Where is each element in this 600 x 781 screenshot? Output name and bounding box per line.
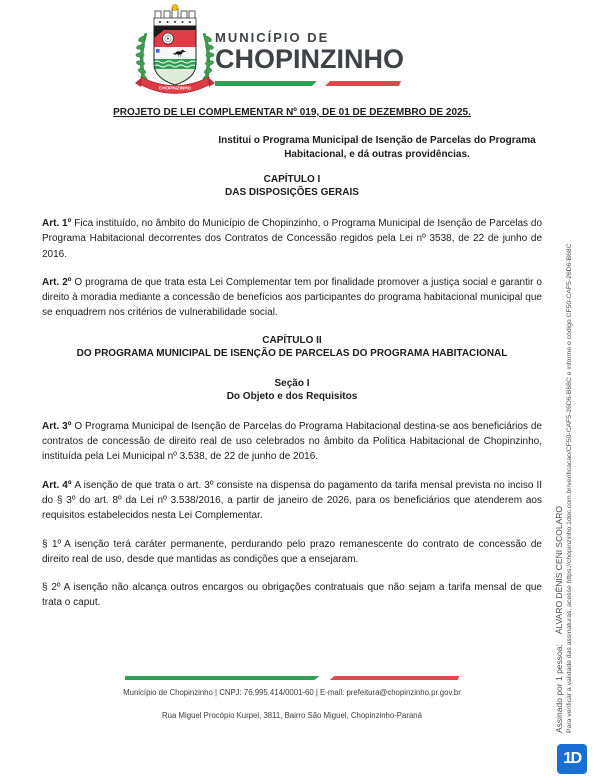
chapter-1-title: DAS DISPOSIÇÕES GERAIS <box>225 187 359 198</box>
1doc-logo-icon <box>557 744 587 774</box>
section-1-label: Seção I <box>274 377 310 389</box>
section-1-title: Do Objeto e dos Requisitos <box>226 390 358 402</box>
logo-block <box>215 31 404 86</box>
chapter-2-title: DO PROGRAMA MUNICIPAL DE ISENÇÃO DE PARCELAS DO PROGRAMA HABITACIONAL <box>76 347 508 359</box>
paragraph-2-text: A isenção não alcança outros encargos ou obrigações contratuais que não sejam a tarifa mensal de que trata o caput. <box>42 582 542 609</box>
chapter-2-heading <box>57 334 527 360</box>
article-3-lead: Art. 3º <box>42 420 72 432</box>
law-title: PROJETO DE LEI COMPLEMENTAR Nº 019, DE 01 DE DEZEMBRO DE 2025. <box>113 107 471 118</box>
chapter-1-heading <box>57 173 527 199</box>
paragraph-2-clause <box>42 580 542 611</box>
footer-contact-line: Município de Chopinzinho | CNPJ: 76.995.414/0001-60 | E-mail: prefeitura@chopinzinho.pr.gov.br <box>123 688 461 697</box>
article-4-text: A isenção de que trata o art. 3º consiste na dispensa do pagamento da tarifa mensal prevista no inciso II do § 3º do art. 8º da Lei nº 3.538/2016, a partir de janeiro de 2026, para os beneficiários que atenderem aos requisitos estabelecidos nesta Lei Complementar. <box>42 479 543 522</box>
article-2-text: O programa de que trata esta Lei Complementar tem por finalidade promover a justiça social e garantir o direito à moradia mediante a concessão de benefícios aos participantes do programa habitacional municipal que se enquadrem nos critérios de vulnerabilidade social. <box>42 276 542 319</box>
divider-red-segment <box>325 81 401 86</box>
signer-name: ÁLVARO DÊNIS CENI SCOLARO <box>554 505 564 635</box>
divider-green-segment <box>215 81 317 86</box>
document-body <box>42 106 542 611</box>
footer-divider-red-segment <box>330 676 460 680</box>
article-4-paragraph <box>42 478 542 524</box>
chapter-2-label: CAPÍTULO II <box>262 334 322 346</box>
article-3-paragraph <box>42 419 542 465</box>
signature-sidebar <box>554 143 574 733</box>
signed-by-label: Assinado por 1 pessoa: <box>554 644 564 733</box>
ementa: Institui o Programa Municipal de Isenção de Parcelas do Programa Habitacional, e dá outras providências. <box>218 135 536 160</box>
footer-divider-green-segment <box>125 676 320 680</box>
municipal-crest-icon <box>129 3 221 105</box>
paragraph-1-lead: § 1º <box>42 538 62 550</box>
crest-banner-text: CHOPINZINHO <box>158 85 192 91</box>
section-1-heading <box>57 377 527 403</box>
article-3-text: O Programa Municipal de Isenção de Parcelas do Programa Habitacional destina-se aos beneficiários de contratos de concessão de direito real de uso celebrados no âmbito da Política Habitacional de Chopinzinho, instituída pela Lei Municipal nº 3.538, de 22 de junho de 2016. <box>42 420 542 463</box>
paragraph-1-clause <box>42 537 542 568</box>
branch-left-icon <box>136 33 148 83</box>
crown-icon <box>154 9 196 26</box>
logo-divider <box>215 81 404 86</box>
chapter-1-label: CAPÍTULO I <box>263 174 321 185</box>
article-2-paragraph <box>42 275 542 321</box>
org-name-large: CHOPINZINHO <box>215 44 404 74</box>
letterhead <box>0 0 600 106</box>
article-1-paragraph <box>42 216 542 262</box>
1doc-logo-glyph: 1D <box>563 750 581 767</box>
article-2-lead: Art. 2º <box>42 276 72 288</box>
footer-divider <box>42 676 542 680</box>
signature-signed-by-line <box>554 143 565 733</box>
article-1-text: Fica instituído, no âmbito do Município de Chopinzinho, o Programa Municipal de Isenção de Parcelas do Programa Habitacional decorrentes dos Contratos de Concessão regidos pela Lei nº 3538, de 22 de junho de 2016. <box>42 218 543 260</box>
page-footer <box>42 676 542 720</box>
footer-address-line: Rua Miguel Procópio Kurpel, 3811, Bairro São Miguel, Chopinzinho-Paraná <box>162 711 422 720</box>
paragraph-2-lead: § 2º <box>42 582 61 594</box>
branch-right-icon <box>202 33 214 83</box>
signature-verification-line: Para verificar a validade das assinaturas, acesse https://chopinzinho.1doc.com.br/verificacao/CF50-CAF5-26D6-B68C e informe o código CF50-CAF5-26D6-B68C <box>566 243 573 733</box>
article-4-lead: Art. 4º <box>42 479 72 491</box>
paragraph-1-text: A isenção terá caráter permanente, perdurando pelo prazo remanescente do contrato de concessão de direito real de uso, desde que mantidas as condições que a ensejaram. <box>42 538 542 565</box>
org-name-small: MUNICÍPIO DE <box>215 30 330 45</box>
article-1-lead: Art. 1º <box>42 218 72 229</box>
